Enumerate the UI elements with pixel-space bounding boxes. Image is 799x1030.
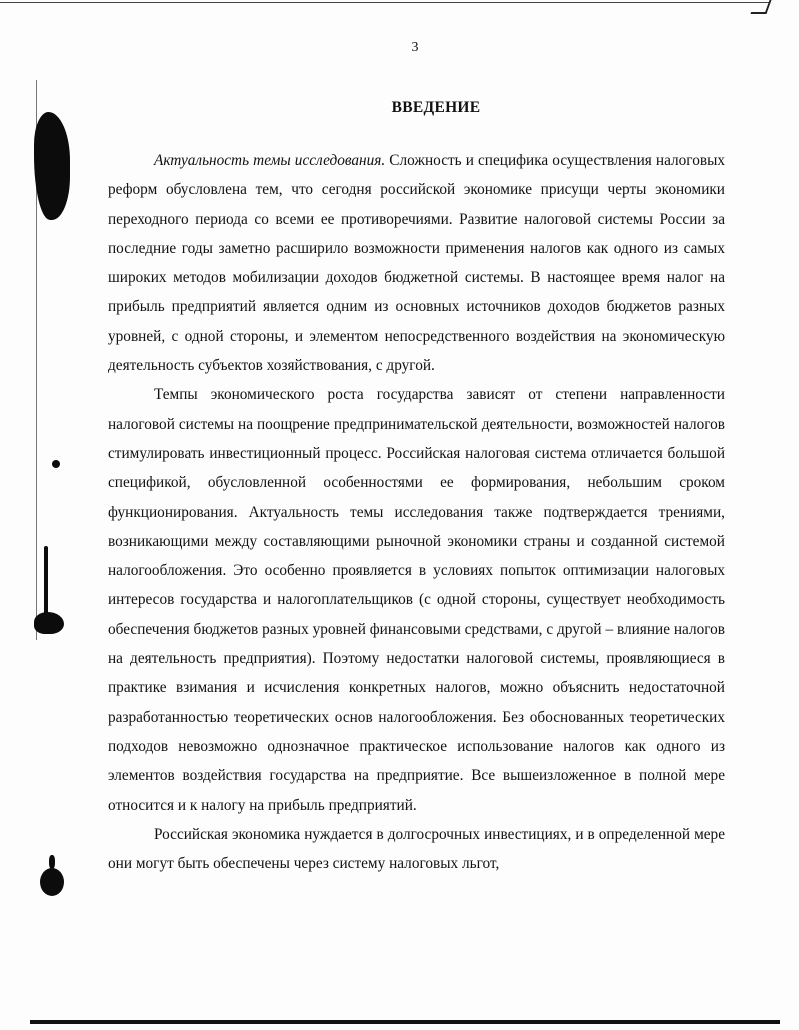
scan-artifact-blot [34, 612, 64, 634]
scan-artifact-blot [40, 868, 64, 896]
scan-artifact-dot [52, 460, 60, 468]
paragraph-text: Сложность и специфика осуществления налоговых реформ обусловлена тем, что сегодня российской экономике присущи черты экономики переходного периода со всеми ее противоречиями. Развитие налоговой системы России за последние годы заметно расширило возможности применения налогов как одного из самых широких методов мобилизации доходов бюджетной системы. В настоящее время налог на прибыль предприятий является одним из основных источников доходов бюджетов разных уровней, с одной стороны, и элементом непосредственного воздействия на экономическую деятельность субъектов хозяйствования, с другой. [108, 152, 725, 375]
page-number: 3 [411, 40, 419, 55]
paragraph: Темпы экономического роста государства зависят от степени направленности налоговой системы на поощрение предпринимательской деятельности, возможностей налогов стимулировать инвестиционный процесс. Российская налоговая система отличается большой спецификой, обусловленной особенностями ее формирования, небольшим сроком функционирования. Актуальность темы исследования также подтверждается трениями, возникающими между составляющими рыночной экономики страны и созданной системой налогообложения. Это особенно проявляется в условиях попыток оптимизации налоговых интересов государства и налогоплательщиков (с одной стороны, существует необходимость обеспечения бюджетов разных уровней финансовыми средствами, с другой – влияние налогов на деятельность предприятия). Поэтому недостатки налоговой системы, проявляющиеся в практике взимания и исчисления конкретных налогов, можно объяснить недостаточной разработанностью теоретических основ налогообложения. Без обоснованных теоретических подходов невозможно однозначное практическое использование налогов как одного из элементов воздействия государства на предприятие. Все вышеизложенное в полной мере относится и к налогу на прибыль предприятий. [108, 386, 725, 814]
paragraph-lead-italic: Актуальность темы исследования. [154, 152, 386, 169]
scan-artifact-blot [34, 112, 70, 220]
scan-bottom-edge [30, 1020, 780, 1024]
scan-artifact-stroke [44, 546, 48, 616]
scan-artifact-dot [49, 855, 55, 869]
scan-top-edge [0, 2, 770, 3]
paragraph: Российская экономика нуждается в долгосрочных инвестициях, и в определенной мере они могут быть обеспечены через систему налоговых льгот, [108, 825, 725, 873]
page-title: ВВЕДЕНИЕ [391, 99, 481, 116]
paragraph [108, 146, 725, 380]
scan-corner-mark [750, 0, 771, 14]
body-text [108, 146, 725, 878]
